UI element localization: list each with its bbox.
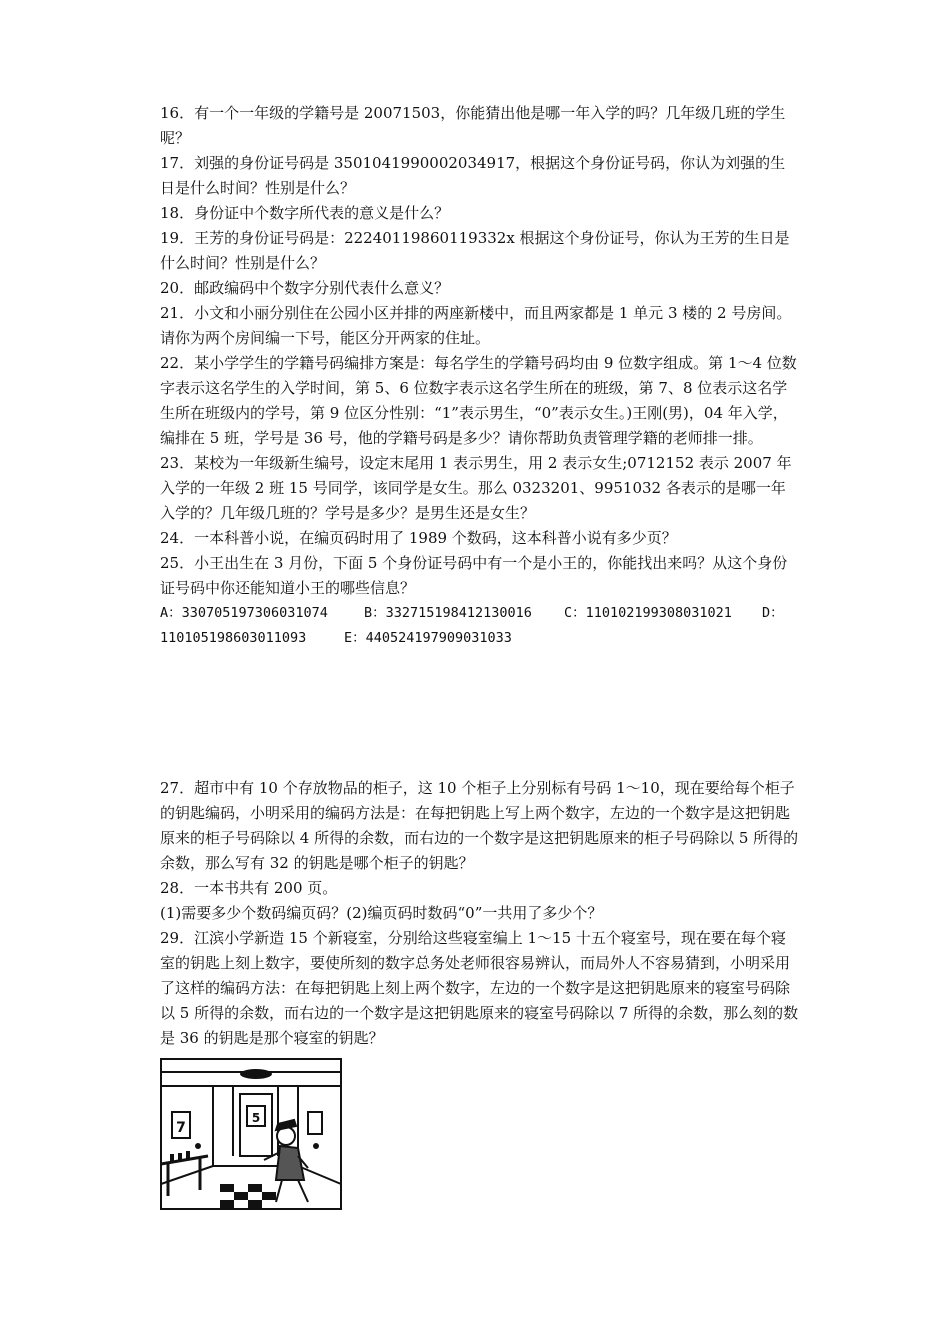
options-line-2 bbox=[160, 626, 800, 651]
question-23: 23．某校为一年级新生编号，设定末尾用 1 表示男生，用 2 表示女生;0712152 表示 2007 年入学的一年级 2 班 15 号同学，该同学是女生。那么 0323201、9951032 各表示的是哪一年入学的？几年级几班的？学号是多少？是男生还是女生？ bbox=[160, 454, 792, 522]
option-e: E：440524197909031033 bbox=[344, 630, 512, 646]
option-d-label: D： bbox=[762, 605, 784, 621]
question-28: 28．一本书共有 200 页。 bbox=[160, 879, 338, 897]
question-20: 20．邮政编码中个数字分别代表什么意义？ bbox=[160, 279, 450, 297]
door-number-left: 7 bbox=[176, 1120, 186, 1136]
question-27: 27．超市中有 10 个存放物品的柜子，这 10 个柜子上分别标有号码 1～10，现在要给每个柜子的钥匙编码，小明采用的编码方法是：在每把钥匙上写上两个数字，左边的一个数字是这把钥匙原来的柜子号码除以 4 所得的余数，而右边的一个数字是这把钥匙原来的柜子号码除以 5 所得的余数，那么写有 32 的钥匙是哪个柜子的钥匙？ bbox=[160, 779, 799, 872]
question-17: 17．刘强的身份证号码是 3501041990002034917，根据这个身份证号码，你认为刘强的生日是什么时间？性别是什么？ bbox=[160, 154, 786, 197]
question-28-subparts: (1)需要多少个数码编页码？(2)编页码时数码“0”一共用了多少个？ bbox=[160, 904, 603, 922]
question-list-part1 bbox=[160, 101, 800, 651]
option-c: C：110102199308031021 bbox=[564, 605, 732, 621]
question-24: 24．一本科普小说，在编页码时用了 1989 个数码，这本科普小说有多少页？ bbox=[160, 529, 677, 547]
question-19: 19．王芳的身份证号码是：22240119860119332x 根据这个身份证号，你认为王芳的生日是什么时间？性别是什么？ bbox=[160, 229, 790, 272]
option-b: B：332715198412130016 bbox=[364, 605, 532, 621]
dormitory-key-illustration bbox=[158, 1056, 344, 1212]
option-a: A：330705197306031074 bbox=[160, 605, 328, 621]
question-list-part2 bbox=[160, 776, 800, 1051]
question-22: 22．某小学学生的学籍号码编排方案是：每名学生的学籍号码均由 9 位数字组成。第 1～4 位数字表示这名学生的入学时间，第 5、6 位数字表示这名学生所在的班级，第 7、8 位表示这名学生所在班级内的学号，第 9 位区分性别：“1”表示男生，“0”表示女生。)王刚(男)，04 年入学，编排在 5 班，学号是 36 号，他的学籍号码是多少？请你帮助负责管理学籍的老师排一排。 bbox=[160, 354, 797, 447]
door-number-center: 5 bbox=[251, 1111, 261, 1125]
question-16: 16．有一个一年级的学籍号是 20071503，你能猜出他是哪一年入学的吗？几年级几班的学生呢？ bbox=[160, 104, 786, 147]
option-d-value: 110105198603011093 bbox=[160, 630, 307, 646]
question-18: 18．身份证中个数字所代表的意义是什么？ bbox=[160, 204, 450, 222]
options-line-1 bbox=[160, 601, 800, 626]
question-21: 21．小文和小丽分别住在公园小区并排的两座新楼中，而且两家都是 1 单元 3 楼的 2 号房间。请你为两个房间编一下号，能区分开两家的住址。 bbox=[160, 304, 792, 347]
question-29: 29．江滨小学新造 15 个新寝室，分别给这些寝室编上 1～15 十五个寝室号，现在要在每个寝室的钥匙上刻上数字，要使所刻的数字总务处老师很容易辨认，而局外人不容易猜到，小明采用了这样的编码方法：在每把钥匙上刻上两个数字，左边的一个数字是这把钥匙原来的寝室号码除以 5 所得的余数，而右边的一个数字是这把钥匙原来的寝室号码除以 7 所得的余数，那么刻的数是 36 的钥匙是那个寝室的钥匙？ bbox=[160, 929, 799, 1047]
question-25: 25．小王出生在 3 月份，下面 5 个身份证号码中有一个是小王的，你能找出来吗？从这个身份证号码中你还能知道小王的哪些信息？ bbox=[160, 554, 788, 597]
